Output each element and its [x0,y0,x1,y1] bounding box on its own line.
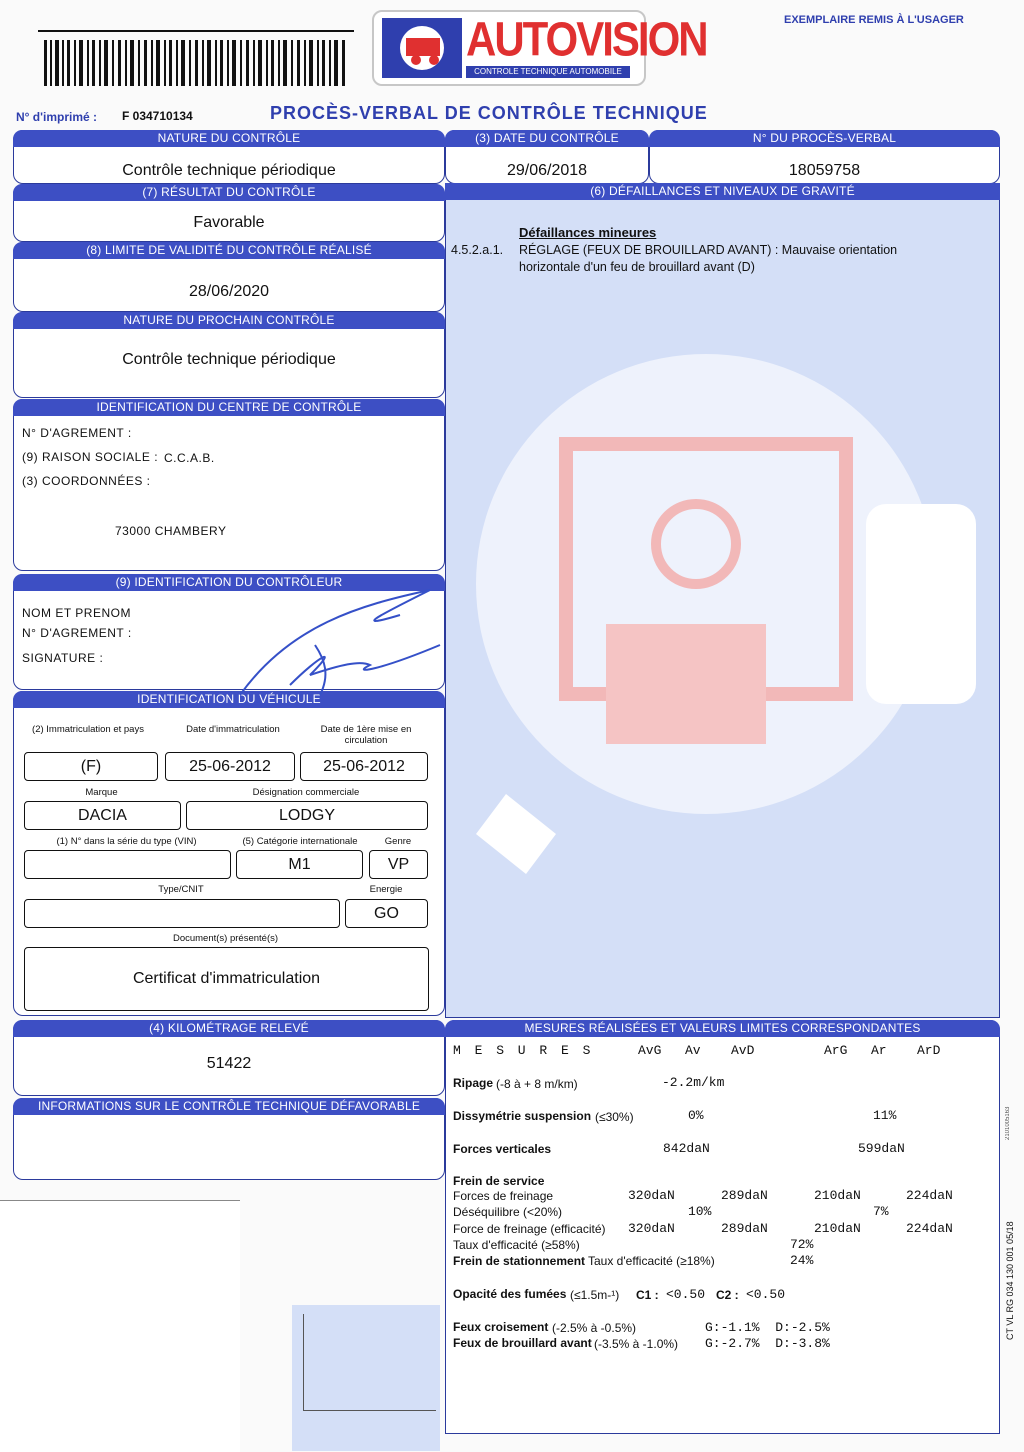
dissym-ar: 11% [873,1108,897,1123]
center-header: IDENTIFICATION DU CENTRE DE CONTRÔLE [13,399,445,416]
stat-limit: Taux d'efficacité (≥18%) [588,1254,715,1268]
head-arg: ArG [824,1043,848,1058]
nature-header: NATURE DU CONTRÔLE [13,130,445,147]
controller-signature-label: SIGNATURE : [22,651,104,665]
side-code: 2101005163 [1005,1106,1011,1140]
center-agrement: N° D'AGREMENT : [22,426,132,440]
vehicle-header: IDENTIFICATION DU VÉHICULE [13,691,445,708]
date-immat-field: 25-06-2012 [165,752,295,781]
genre-field: VP [369,850,428,879]
pv-header: N° DU PROCÈS-VERBAL [649,130,1000,147]
next-header: NATURE DU PROCHAIN CONTRÔLE [13,312,445,329]
marque-field: DACIA [24,801,181,830]
head-ard: ArD [917,1043,941,1058]
genre-label: Genre [384,836,412,847]
brouillard-limit: (-3.5% à -1.0%) [594,1337,679,1351]
validity-header: (8) LIMITE DE VALIDITÉ DU CONTRÔLE RÉALISÉ [13,242,445,259]
immat-label: (2) Immatriculation et pays [32,724,144,735]
ef-avd: 289daN [721,1221,768,1236]
side-reference: CT VL RG 034 130 001 05/18 [1005,1221,1015,1340]
ef-avg: 320daN [628,1221,675,1236]
defect-line-1: RÉGLAGE (FEUX DE BROUILLARD AVANT) : Mauvaise orientation [519,243,898,257]
opacite-label: Opacité des fumées [453,1287,567,1301]
next-value: Contrôle technique périodique [122,351,336,368]
defects-header: (6) DÉFAILLANCES ET NIVEAUX DE GRAVITÉ [445,183,1000,200]
category-label: (5) Catégorie internationale [242,836,358,847]
forces-v-av: 842daN [663,1141,710,1156]
printed-number: F 034710134 [122,109,193,123]
logo-tagline: CONTROLE TECHNIQUE AUTOMOBILE [466,66,630,78]
signature-scribble [230,585,460,715]
docs-field: Certificat d'immatriculation [24,947,429,1011]
car-logo-icon [382,18,462,78]
ff-arg: 210daN [814,1188,861,1203]
marque-label: Marque [85,787,118,798]
logo-name: AUTOVISION [466,12,707,67]
copy-note: EXEMPLAIRE REMIS À L'USAGER [784,14,964,26]
head-mesures: M E S U R E S [453,1043,594,1058]
attached-tab-line [303,1314,436,1411]
forces-v-label: Forces verticales [453,1142,552,1156]
docs-label: Document(s) présenté(s) [172,933,279,944]
energie-label: Energie [369,884,403,895]
ripage-value: -2.2m/km [662,1075,725,1090]
type-label: Type/CNIT [158,884,204,895]
vin-field [24,850,231,879]
croisement-label: Feux croisement [453,1320,549,1334]
brouillard-values: G:-2.7% D:-3.8% [705,1336,830,1351]
date-header: (3) DATE DU CONTRÔLE [445,130,649,147]
forces-v-ar: 599daN [858,1141,905,1156]
c1-value: <0.50 [666,1287,706,1302]
validity-value: 28/06/2020 [188,283,270,300]
ripage-label: Ripage [453,1076,494,1090]
printed-number-label: N° d'imprimé : [16,110,97,124]
category-field: M1 [236,850,363,879]
date-immat-label: Date d'immatriculation [186,724,280,735]
head-avg: AvG [638,1043,662,1058]
c2-label: C2 : [716,1288,739,1302]
deseq-label: Déséquilibre (<20%) [453,1205,563,1219]
controller-name: NOM ET PRENOM [22,606,131,620]
ff-avg: 320daN [628,1188,675,1203]
km-header: (4) KILOMÉTRAGE RELEVÉ [13,1020,445,1037]
ff-ard: 224daN [906,1188,953,1203]
defects-panel [445,183,1000,1018]
croisement-values: G:-1.1% D:-2.5% [705,1320,830,1335]
result-header: (7) RÉSULTAT DU CONTRÔLE [13,184,445,201]
defect-line-2: horizontale d'un feu de brouillard avant (D) [519,260,755,274]
first-circ-field: 25-06-2012 [300,752,428,781]
opacite-limit: (≤1.5m-¹) [570,1288,620,1302]
ef-ard: 224daN [906,1221,953,1236]
center-raison-label: (9) RAISON SOCIALE : [22,450,159,464]
defect-code: 4.5.2.a.1. [451,243,504,257]
ef-arg: 210daN [814,1221,861,1236]
frein-service-label: Frein de service [453,1174,545,1188]
immat-field: (F) [24,752,158,781]
defects-category: Défaillances mineures [519,225,657,240]
watermark-logo [446,184,999,1017]
type-field [24,899,340,928]
center-city: 73000 CHAMBERY [115,524,227,538]
barcode [38,30,354,88]
croisement-limit: (-2.5% à -0.5%) [552,1321,637,1335]
measures-header: MESURES RÉALISÉES ET VALEURS LIMITES CORRESPONDANTES [445,1020,1000,1037]
designation-label: Désignation commerciale [252,787,360,798]
pv-value: 18059758 [788,162,861,179]
document-title: PROCÈS-VERBAL DE CONTRÔLE TECHNIQUE [270,103,708,123]
head-avd: AvD [731,1043,755,1058]
unfavorable-header: INFORMATIONS SUR LE CONTRÔLE TECHNIQUE DÉFAVORABLE [13,1098,445,1115]
center-coord-label: (3) COORDONNÉES : [22,474,151,488]
date-value: 29/06/2018 [506,162,588,179]
taux-value: 72% [790,1237,814,1252]
head-ar: Ar [871,1043,887,1058]
result-value: Favorable [193,214,265,231]
stat-value: 24% [790,1253,814,1268]
eff-force-label: Force de freinage (efficacité) [453,1222,606,1236]
deseq-av: 10% [688,1204,712,1219]
nature-value: Contrôle technique périodique [122,162,336,179]
attached-sheet [0,1200,240,1452]
c2-value: <0.50 [746,1287,786,1302]
energie-field: GO [345,899,428,928]
deseq-ar: 7% [873,1204,889,1219]
head-av: Av [685,1043,701,1058]
ff-avd: 289daN [721,1188,768,1203]
controller-agrement: N° D'AGREMENT : [22,626,132,640]
dissym-limit: (≤30%) [595,1110,634,1124]
autovision-logo [372,10,707,86]
ripage-limit: (-8 à + 8 m/km) [496,1077,578,1091]
dissym-av: 0% [688,1108,704,1123]
taux-label: Taux d'efficacité (≥58%) [453,1238,580,1252]
dissym-label: Dissymétrie suspension [453,1109,592,1123]
stat-label: Frein de stationnement [453,1254,586,1268]
designation-field: LODGY [186,801,428,830]
vin-label: (1) N° dans la série du type (VIN) [56,836,197,847]
controller-header: (9) IDENTIFICATION DU CONTRÔLEUR [13,574,445,591]
c1-label: C1 : [636,1288,659,1302]
first-circ-label: Date de 1ère mise en circulation [320,724,412,746]
brouillard-label: Feux de brouillard avant [453,1336,592,1350]
forces-frein-label: Forces de freinage [453,1189,554,1203]
km-value: 51422 [206,1055,252,1072]
center-raison-value: C.C.A.B. [164,451,215,465]
